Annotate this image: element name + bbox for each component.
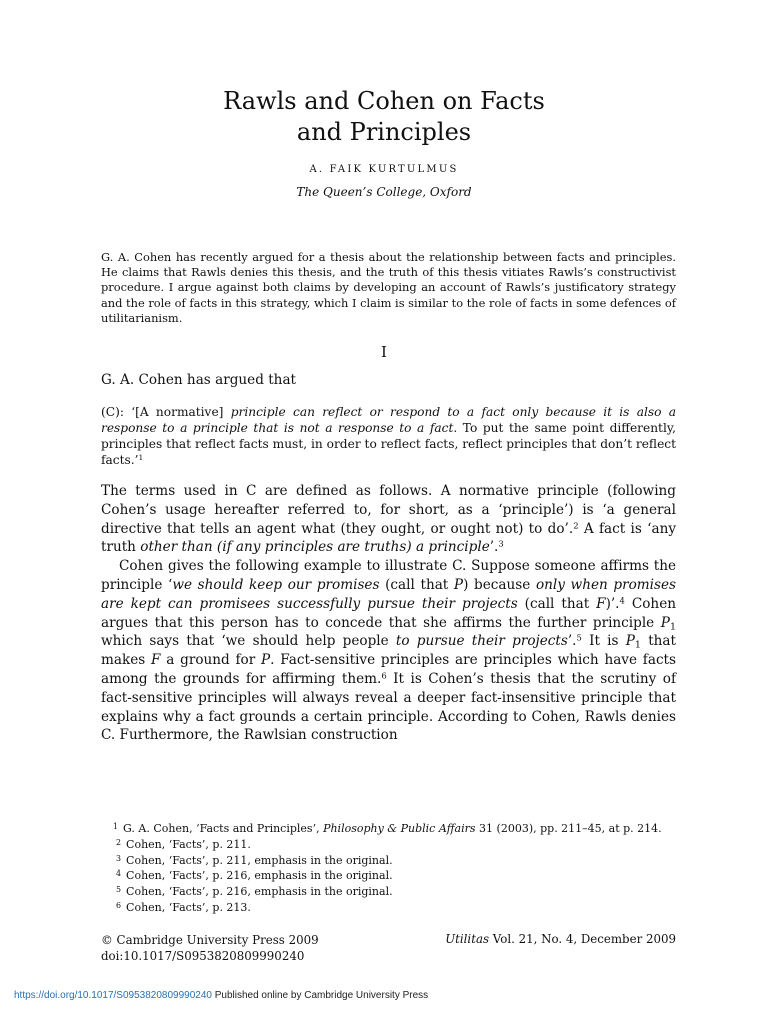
lead-sentence: G. A. Cohen has argued that	[101, 372, 297, 388]
footnote-6: $^6$ Cohen, ‘Facts’, p. 213.	[116, 900, 251, 914]
footnote-ref-1[interactable]: 1	[138, 452, 144, 462]
publisher-info	[101, 932, 319, 964]
footnote-5: $^5$ Cohen, ‘Facts’, p. 216, emphasis in the original.	[116, 885, 393, 899]
article-title	[100, 86, 668, 148]
doi-link[interactable]: https://doi.org/10.1017/S0953820809990240	[14, 990, 212, 1001]
abstract: G. A. Cohen has recently argued for a thesis about the relationship between facts and principles. He claims that Rawls denies this thesis, and the truth of this thesis vitiates Rawls’s constructivist procedure. I argue against both claims by developing an account of Rawls’s justificatory strategy and the role of facts in this strategy, which I claim is similar to the role of facts in some defences of utilitarianism.	[101, 250, 676, 325]
footnote-ref-2[interactable]: 2	[573, 519, 579, 530]
footnote-3: $^3$ Cohen, ‘Facts’, p. 211, emphasis in the original.	[116, 853, 393, 867]
copyright-notice: © Cambridge University Press 2009	[101, 933, 319, 947]
footnote-ref-5[interactable]: 5	[576, 632, 582, 643]
thesis-quote: (C): ‘[A normative] principle can reflect or respond to a fact only because it is also a response to a principle that is not a response to a fact. To put the same point differently, principles that reflect facts must, in order to reflect facts, reflect principles that don’t reflect facts.’$^1$	[101, 405, 676, 467]
body-text	[101, 482, 676, 745]
doi-text: doi:10.1017/S0953820809990240	[101, 949, 305, 963]
footnote-2: $^2$ Cohen, ‘Facts’, p. 211.	[116, 837, 251, 851]
footnote-4: $^4$ Cohen, ‘Facts’, p. 216, emphasis in the original.	[116, 869, 393, 883]
title-line-2: and Principles	[296, 118, 472, 146]
footnote-ref-3[interactable]: 3	[498, 538, 504, 549]
journal-name: Utilitas	[445, 932, 490, 946]
author-affiliation: The Queen’s College, Oxford	[296, 185, 472, 199]
paragraph-1: The terms used in C are defined as follows. A normative principle (following Cohen’s usage hereafter referred to, for short, as a ‘principle’) is ‘a general directive that tells an agent what (they ought, or ought not) to do’.$^2$ A fact is ‘any truth other than (if any principles are truths) a principle’.$^3$	[101, 483, 677, 556]
title-line-1: Rawls and Cohen on Facts	[223, 87, 545, 115]
footnote-1: $^1$ G. A. Cohen, ‘Facts and Principles’, Philosophy & Public Affairs 31 (2003), pp. 211–45, at p. 214.	[113, 822, 662, 836]
paragraph-2: Cohen gives the following example to illustrate C. Suppose someone affirms the principle ‘we should keep our promises (call that P) because only when promises are kept can promisees successfully pursue their projects (call that F)’.$^4$ Cohen argues that this person has to concede that she affirms the further principle $P_1$ which says that ‘we should help people to pursue their projects’.$^5$ It is $P_1$ that makes F a ground for P. Fact-sensitive principles are principles which have facts among the grounds for affirming them.$^6$ It is Cohen’s thesis that the scrutiny of fact-sensitive principles will always reveal a deeper fact-insensitive principle that explains why a fact grounds a certain principle. According to Cohen, Rawls denies C. Furthermore, the Rawlsian construction	[101, 558, 677, 744]
online-notice: https://doi.org/10.1017/S0953820809990240 Published online by Cambridge University Press	[14, 990, 429, 1001]
footnote-ref-6[interactable]: 6	[381, 670, 387, 681]
author-name: A. FAIK KURTULMUS	[309, 164, 459, 175]
footnote-ref-4[interactable]: 4	[619, 595, 625, 606]
journal-citation: Utilitas Vol. 21, No. 4, December 2009	[445, 932, 676, 946]
footnotes	[101, 820, 676, 915]
section-heading: I	[381, 343, 387, 361]
